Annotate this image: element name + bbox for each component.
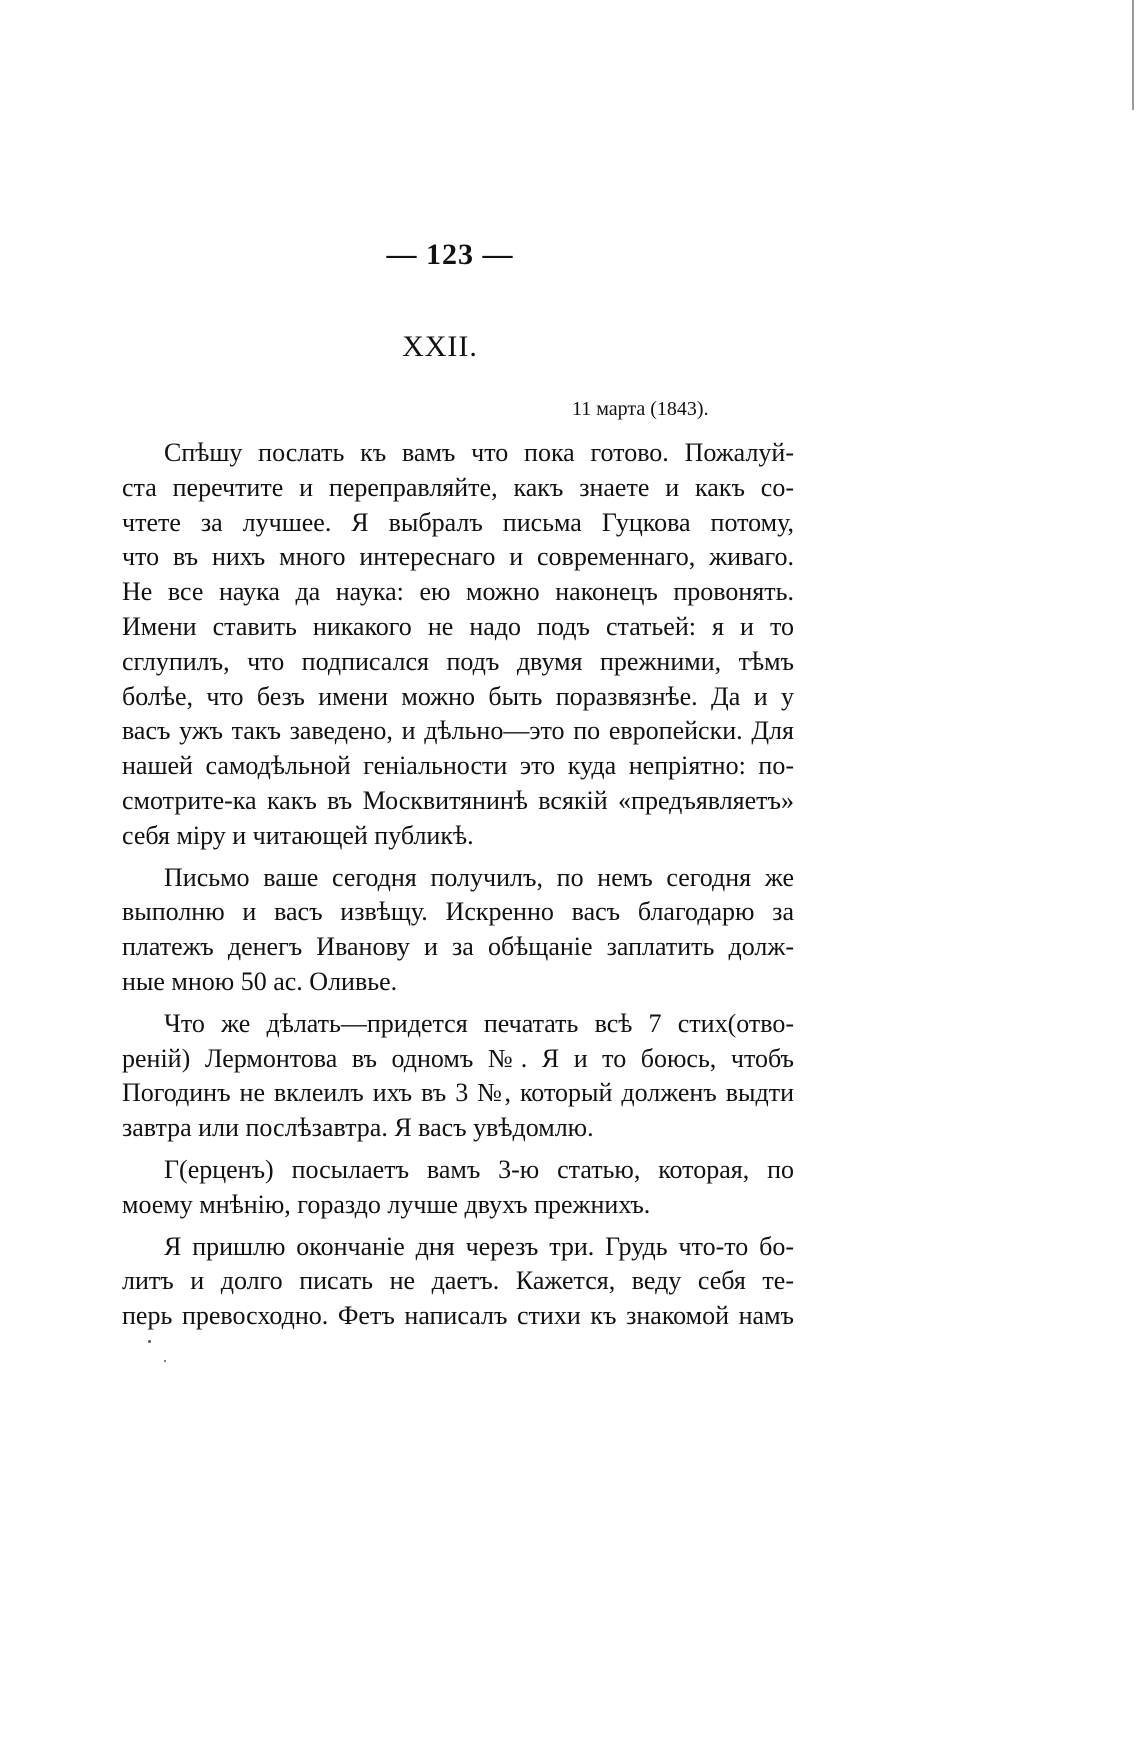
text-line: Погодинъ не вклеилъ ихъ въ 3 №, который долженъ выдти bbox=[122, 1078, 794, 1108]
text-line: что въ нихъ много интереснаго и современнаго, живаго. bbox=[122, 542, 794, 572]
paragraph bbox=[122, 1230, 794, 1334]
text-line: завтра или послѣзавтра. Я васъ увѣдомлю. bbox=[122, 1113, 594, 1143]
chapter-heading: XXII. bbox=[402, 330, 478, 363]
text-line: Спѣшу послать къ вамъ что пока готово. Пожалуй- bbox=[164, 438, 794, 467]
text-line: Что же дѣлать—придется печатать всѣ 7 стих(отво- bbox=[164, 1008, 794, 1038]
scan-speck bbox=[148, 1340, 151, 1343]
page-edge-shadow bbox=[1132, 0, 1134, 110]
text-line: нашей самодѣльной геніальности это куда непріятно: по- bbox=[122, 751, 794, 781]
text-line: реній) Лермонтова въ одномъ №. Я и то боюсь, чтобъ bbox=[122, 1043, 794, 1073]
text-line: Г(ерценъ) посылаетъ вамъ 3-ю статью, которая, по bbox=[164, 1154, 794, 1184]
text-line: Письмо ваше сегодня получилъ, по немъ сегодня же bbox=[164, 862, 794, 892]
text-line: литъ и долго писать не даетъ. Кажется, веду себя те- bbox=[122, 1266, 794, 1296]
paragraph bbox=[122, 1007, 794, 1146]
text-line: выполню и васъ извѣщу. Искренно васъ благодарю за bbox=[122, 897, 794, 927]
text-line: Имени ставить никакого не надо подъ статьей: я и то bbox=[122, 611, 794, 641]
text-line: васъ ужъ такъ заведено, и дѣльно—это по европейски. Для bbox=[122, 716, 794, 746]
text-line: ста перечтите и переправляйте, какъ знаете и какъ со- bbox=[122, 472, 794, 502]
page-number: — 123 — bbox=[386, 238, 514, 271]
text-line: моему мнѣнію, гораздо лучше двухъ прежнихъ. bbox=[122, 1189, 651, 1219]
scan-speck bbox=[164, 1360, 166, 1362]
text-line: смотрите-ка какъ въ Москвитянинѣ всякій «предъявляетъ» bbox=[122, 785, 794, 815]
paragraph bbox=[122, 1153, 794, 1223]
text-line: перь превосходно. Фетъ написалъ стихи къ знакомой намъ bbox=[122, 1301, 794, 1331]
text-line: Не все наука да наука: ею можно наконецъ провонять. bbox=[122, 577, 794, 607]
text-line: платежъ денегъ Иванову и за обѣщаніе заплатить долж- bbox=[122, 932, 794, 962]
text-line: чтете за лучшее. Я выбралъ письма Гуцкова потому, bbox=[122, 507, 794, 537]
text-line: себя міру и читающей публикѣ. bbox=[122, 820, 474, 850]
letter-body bbox=[122, 436, 794, 1341]
text-line: Я пришлю окончаніе дня черезъ три. Грудь что-то бо- bbox=[164, 1231, 794, 1261]
letter-date: 11 марта (1843). bbox=[572, 398, 709, 420]
text-line: ные мною 50 ас. Оливье. bbox=[122, 966, 398, 996]
paragraph bbox=[122, 436, 794, 854]
paragraph bbox=[122, 861, 794, 1000]
text-line: болѣе, что безъ имени можно быть поразвязнѣе. Да и у bbox=[122, 681, 794, 711]
text-line: сглупилъ, что подписался подъ двумя прежними, тѣмъ bbox=[122, 646, 794, 676]
